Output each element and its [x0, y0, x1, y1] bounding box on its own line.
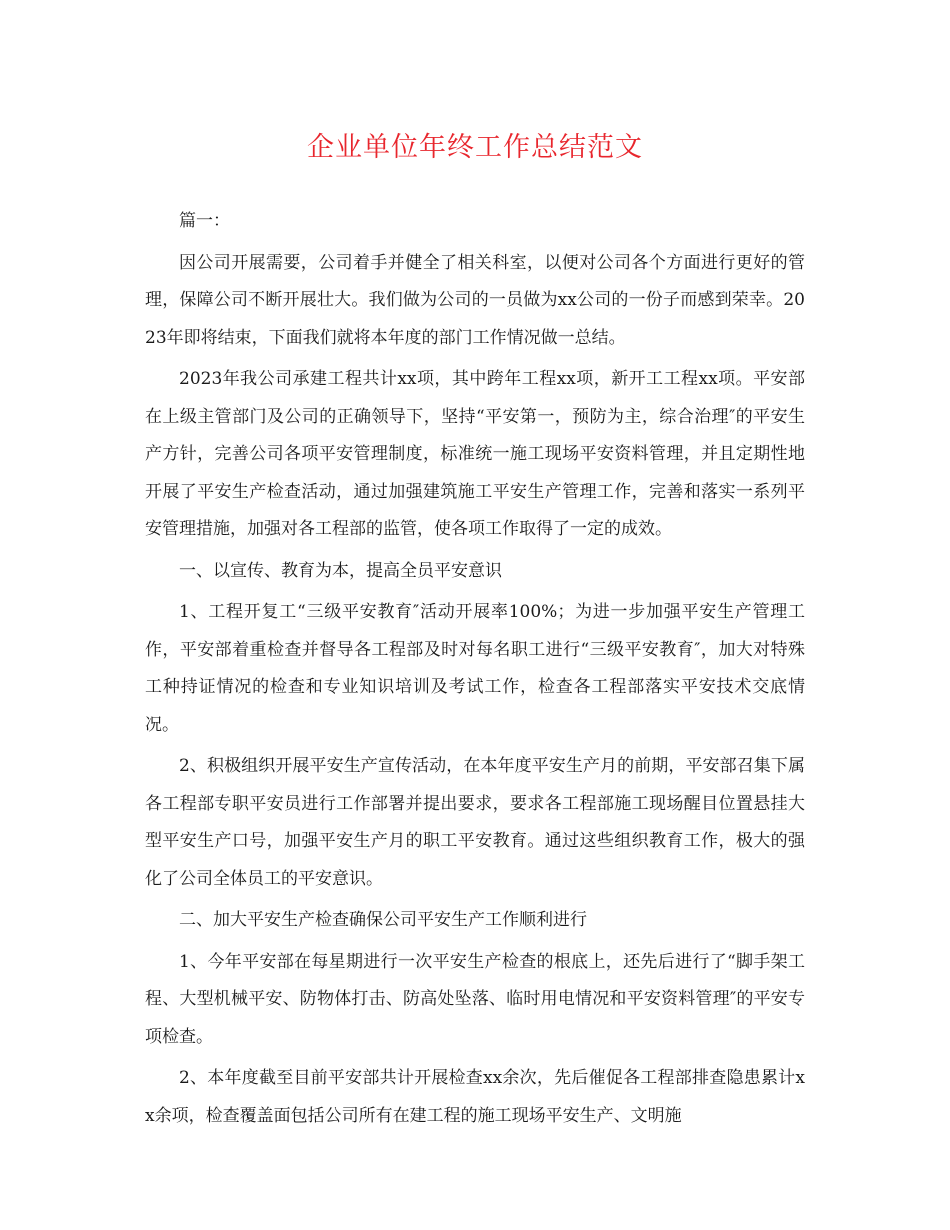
- heading-section-2: 二、加大平安生产检查确保公司平安生产工作顺利进行: [179, 910, 587, 930]
- paragraph-item-1-1: 1、工程开复工“三级平安教育″活动开展率100%；为进一步加强平安生产管理工作，平安部着重检查并督导各工程部及时对每名职工进行“三级平安教育″，加大对特殊工种持证情况的检查和专业知识培训及考试工作，检查各工程部落实平安技术交底情况。: [145, 602, 805, 735]
- paragraph-item-1-2: 2、积极组织开展平安生产宣传活动，在本年度平安生产月的前期，平安部召集下属各工程部专职平安员进行工作部署并提出要求，要求各工程部施工现场醒目位置悬挂大型平安生产口号，加强平安生产月的职工平安教育。通过这些组织教育工作，极大的强化了公司全体员工的平安意识。: [145, 756, 805, 889]
- paragraph-overview: 2023年我公司承建工程共计xx项，其中跨年工程xx项，新开工工程xx项。平安部在上级主管部门及公司的正确领导下，坚持“平安第一，预防为主，综合治理″的平安生产方针，完善公司各项平安管理制度，标准统一施工现场平安资料管理，并且定期性地开展了平安生产检查活动，通过加强建筑施工平安生产管理工作，完善和落实一系列平安管理措施，加强对各工程部的监管，使各项工作取得了一定的成效。: [145, 369, 805, 539]
- heading-section-1: 一、以宣传、教育为本，提高全员平安意识: [179, 560, 502, 581]
- document-body: [145, 203, 805, 1139]
- document-title: 企业单位年终工作总结范文: [307, 132, 643, 163]
- paragraph-intro: 因公司开展需要，公司着手并健全了相关科室，以便对公司各个方面进行更好的管理，保障公司不断开展壮大。我们做为公司的一员做为xx公司的一份子而感到荣幸。2023年即将结束，下面我们就将本年度的部门工作情况做一总结。: [145, 252, 805, 348]
- paragraph-section-label: 篇一：: [179, 211, 230, 231]
- paragraph-item-2-1: 1、今年平安部在每星期进行一次平安生产检查的根底上，还先后进行了“脚手架工程、大型机械平安、防物体打击、防高处坠落、临时用电情况和平安资料管理″的平安专项检查。: [145, 951, 805, 1047]
- paragraph-item-2-2: 2、本年度截至目前平安部共计开展检查xx余次，先后催促各工程部排查隐患累计xx余项，检查覆盖面包括公司所有在建工程的施工现场平安生产、文明施: [145, 1068, 805, 1126]
